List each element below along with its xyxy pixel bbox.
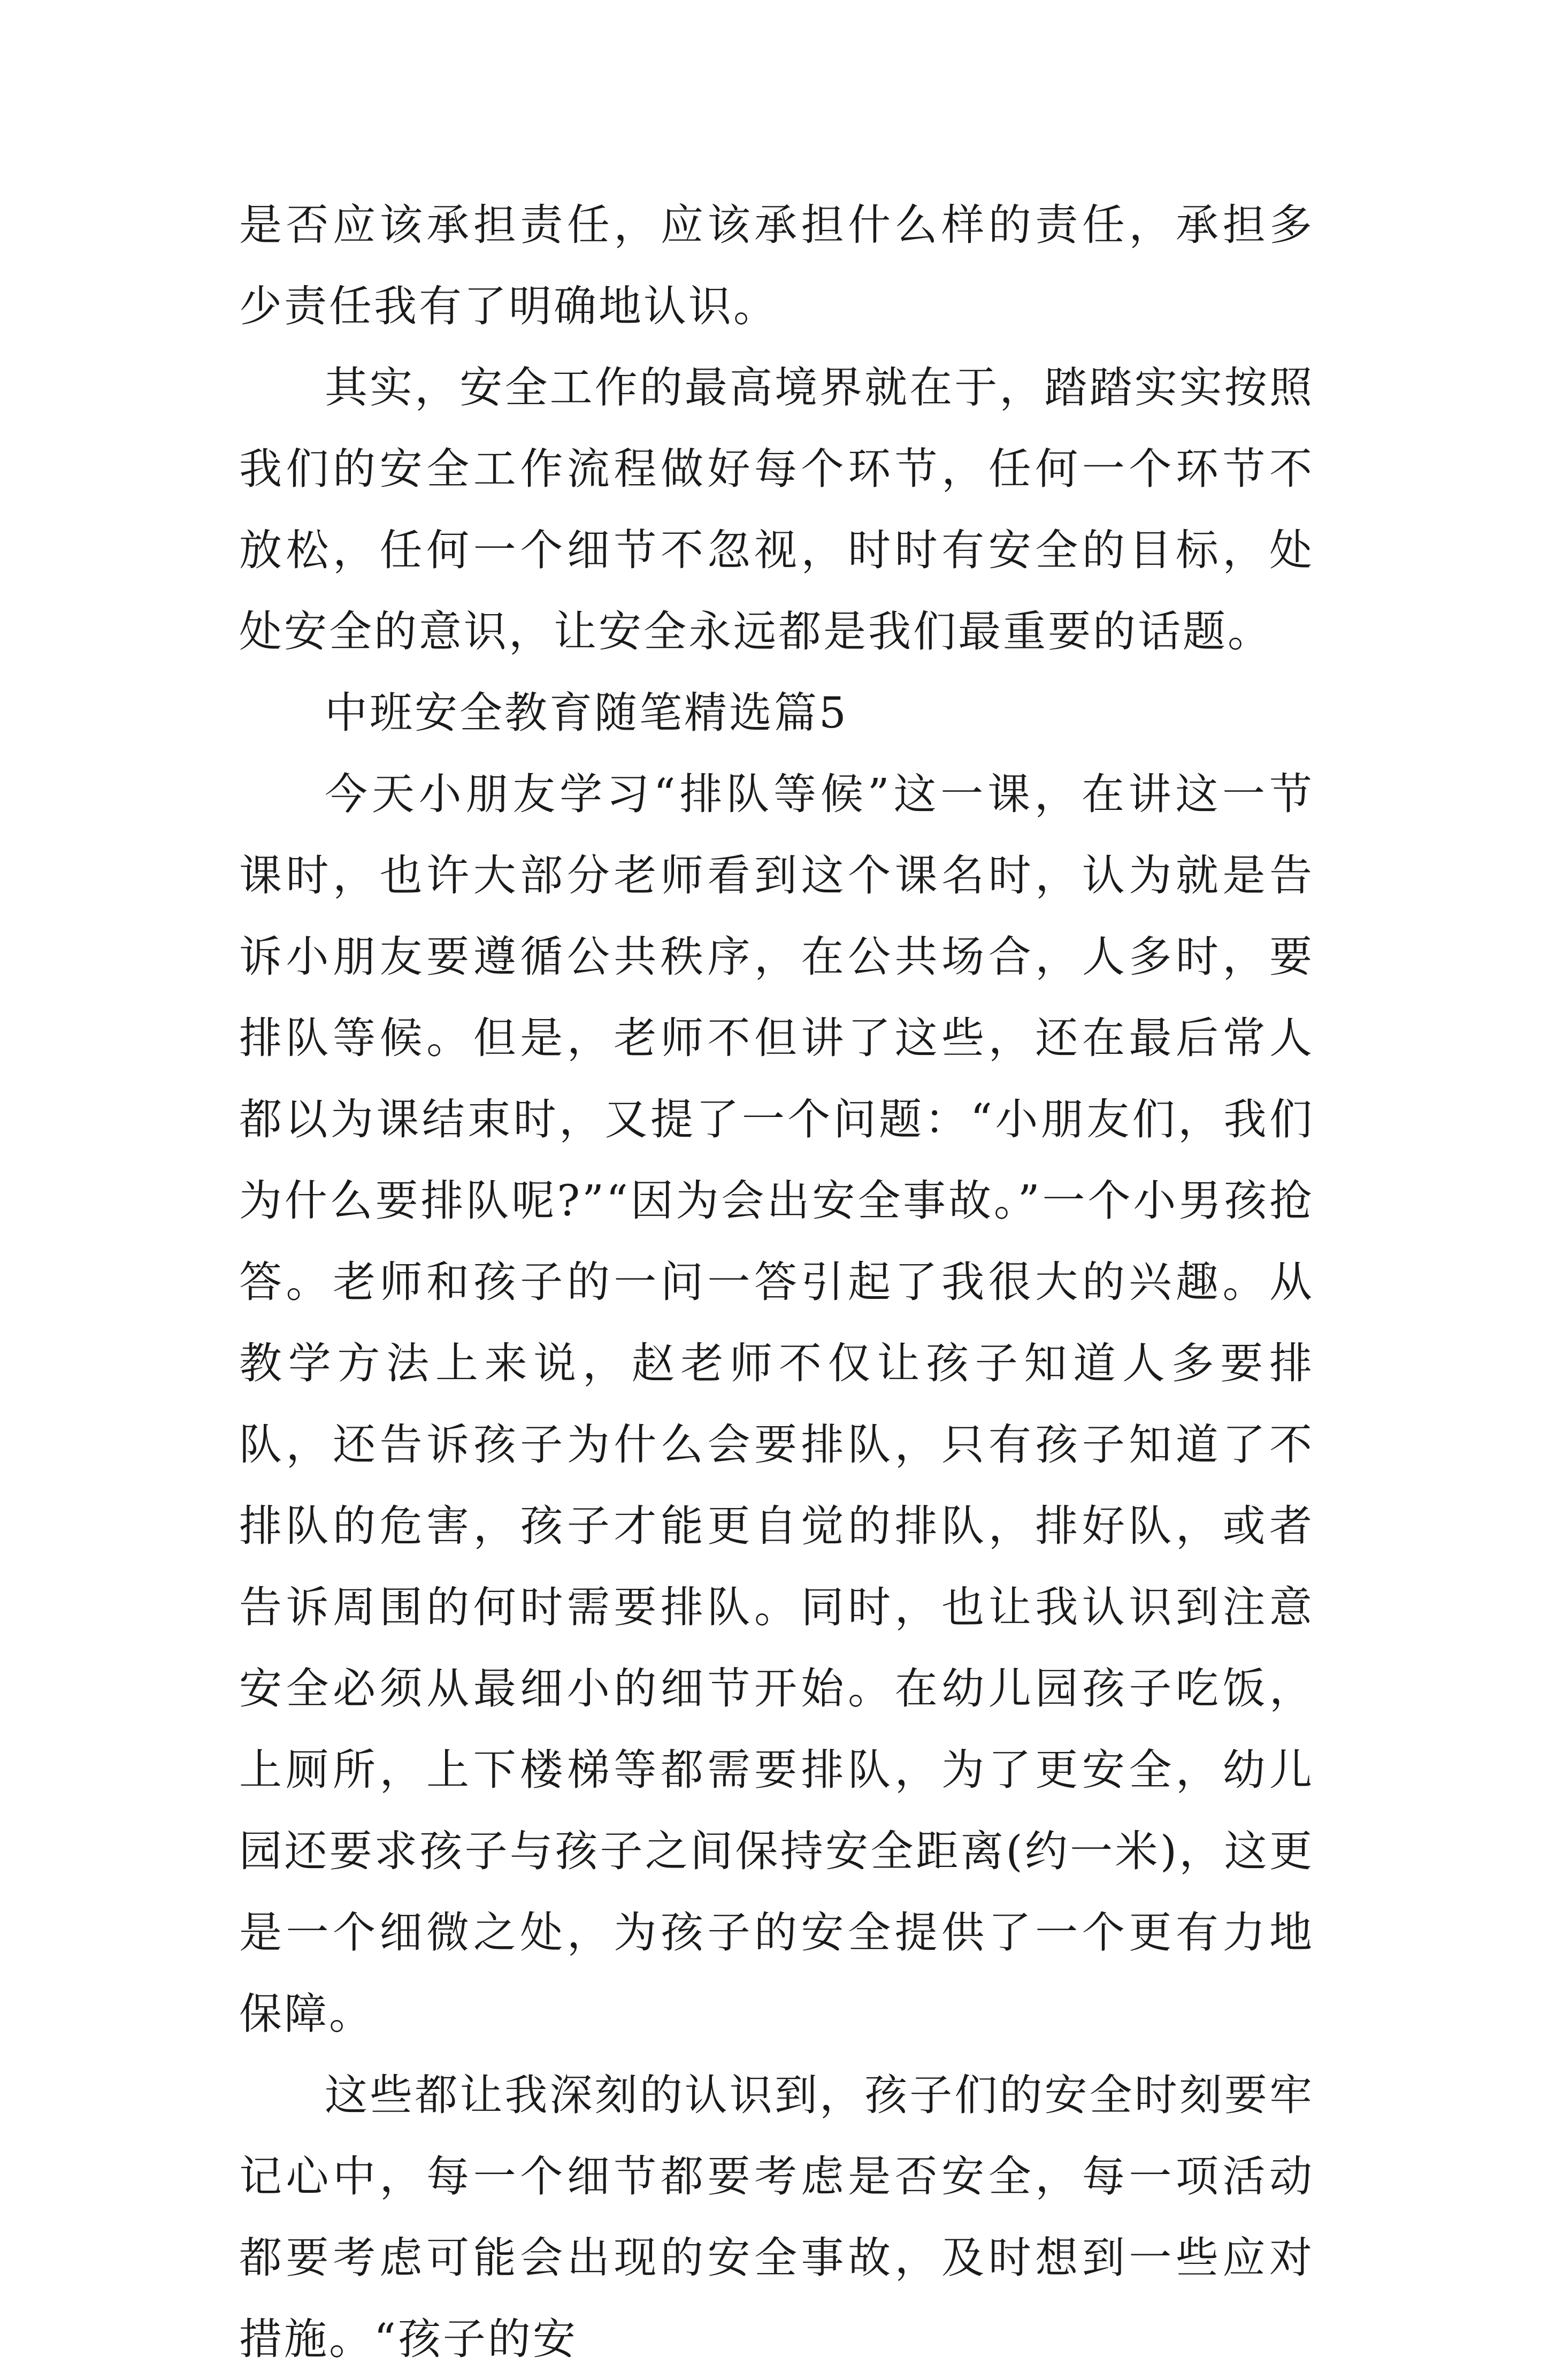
paragraph-reflection: 这些都让我深刻的认识到，孩子们的安全时刻要牢记心中，每一个细节都要考虑是否安全，每一项活动都要考虑可能会出现的安全事故，及时想到一些应对措施。“孩子的安	[239, 2070, 1314, 2364]
section-heading: 中班安全教育随笔精选篇5	[325, 688, 848, 738]
paragraph-queue-lesson: 今天小朋友学习“排队等候”这一课，在讲这一节课时，也许大部分老师看到这个课名时，认为就是告诉小朋友要遵循公共秩序，在公共场合，人多时，要排队等候。但是，老师不但讲了这些，还在最后常人都以为课结束时，又提了一个问题：“小朋友们，我们为什么要排队呢?”“因为会出安全事故。”一个小男孩抢答。老师和孩子的一问一答引起了我很大的兴趣。从教学方法上来说，赵老师不仅让孩子知道人多要排队，还告诉孩子为什么会要排队，只有孩子知道了不排队的危害，孩子才能更自觉的排队，排好队，或者告诉周围的何时需要排队。同时，也让我认识到注意安全必须从最细小的细节开始。在幼儿园孩子吃饭，上厕所，上下楼梯等都需要排队，为了更安全，幼儿园还要求孩子与孩子之间保持安全距离(约一米)，这更是一个细微之处，为孩子的安全提供了一个更有力地保障。	[239, 769, 1314, 2039]
document-body	[239, 185, 1314, 2380]
paragraph-continuation: 是否应该承担责任，应该承担什么样的责任，承担多少责任我有了明确地认识。	[239, 200, 1314, 331]
paragraph-safety-realm: 其实，安全工作的最高境界就在于，踏踏实实按照我们的安全工作流程做好每个环节，任何一个环节不放松，任何一个细节不忽视，时时有安全的目标，处处安全的意识，让安全永远都是我们最重要的话题。	[239, 363, 1314, 656]
